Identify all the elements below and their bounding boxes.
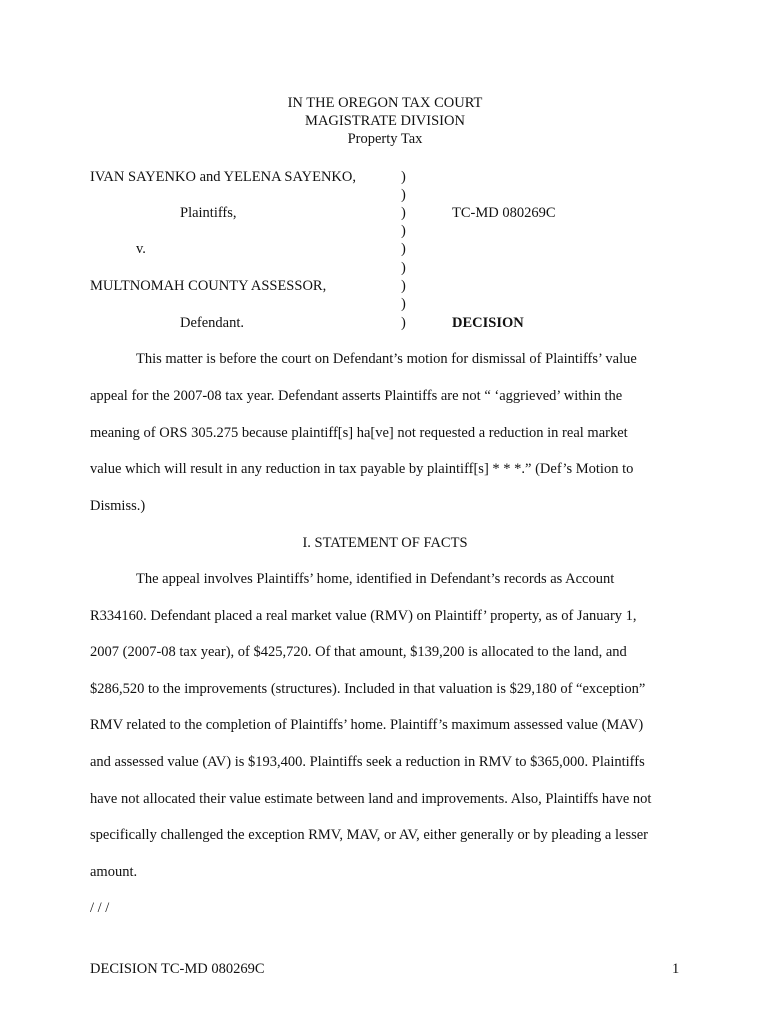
caption-paren: ): [401, 241, 406, 257]
caption-paren: ): [401, 278, 406, 294]
paragraph-line: The appeal involves Plaintiffs’ home, identified in Defendant’s records as Account: [136, 571, 615, 587]
defendant-label: Defendant.: [180, 315, 245, 331]
paragraph-line: 2007 (2007-08 tax year), of $425,720. Of that amount, $139,200 is allocated to the land, and: [90, 644, 627, 660]
paragraph-line: R334160. Defendant placed a real market value (RMV) on Plaintiff’ property, as of January 1,: [90, 608, 637, 624]
defendant-name: MULTNOMAH COUNTY ASSESSOR,: [90, 278, 327, 294]
paragraph-line: $286,520 to the improvements (structures). Included in that valuation is $29,180 of “exception”: [90, 681, 646, 697]
paragraph-line: This matter is before the court on Defendant’s motion for dismissal of Plaintiffs’ value: [136, 351, 637, 367]
caption-paren: ): [401, 169, 406, 185]
paragraph-line: meaning of ORS 305.275 because plaintiff[s] ha[ve] not requested a reduction in real market: [90, 425, 628, 441]
paragraph-line: and assessed value (AV) is $193,400. Plaintiffs seek a reduction in RMV to $365,000. Plaintiffs: [90, 754, 645, 770]
paragraph-line: value which will result in any reduction in tax payable by plaintiff[s] * * *.” (Def’s Motion to: [90, 461, 634, 477]
paragraph-line: specifically challenged the exception RMV, MAV, or AV, either generally or by pleading a lesser: [90, 827, 648, 843]
caption-paren: ): [401, 296, 406, 312]
court-name: IN THE OREGON TAX COURT: [287, 95, 483, 111]
plaintiffs-names: IVAN SAYENKO and YELENA SAYENKO,: [90, 169, 356, 185]
continuation-mark: / / /: [90, 900, 110, 916]
footer-label: DECISION TC-MD 080269C: [90, 961, 265, 977]
paragraph-line: amount.: [90, 864, 138, 880]
section-heading: I. STATEMENT OF FACTS: [302, 535, 468, 551]
caption-paren: ): [401, 187, 406, 203]
paragraph-line: have not allocated their value estimate between land and improvements. Also, Plaintiffs have not: [90, 791, 652, 807]
versus-label: v.: [136, 241, 146, 257]
court-division: MAGISTRATE DIVISION: [305, 113, 465, 129]
caption-paren: ): [401, 205, 406, 221]
document-type: DECISION: [452, 315, 524, 331]
page-number: 1: [672, 961, 680, 977]
caption-paren: ): [401, 260, 406, 276]
paragraph-line: Dismiss.): [90, 498, 146, 514]
paragraph-line: appeal for the 2007-08 tax year. Defendant asserts Plaintiffs are not “ ‘aggrieved’ within the: [90, 388, 623, 404]
caption-paren: ): [401, 223, 406, 239]
paragraph-line: RMV related to the completion of Plaintiffs’ home. Plaintiff’s maximum assessed value (MAV): [90, 717, 644, 733]
plaintiffs-label: Plaintiffs,: [180, 205, 237, 221]
caption-paren: ): [401, 315, 406, 331]
case-subject: Property Tax: [347, 131, 423, 147]
case-number: TC-MD 080269C: [452, 205, 556, 221]
